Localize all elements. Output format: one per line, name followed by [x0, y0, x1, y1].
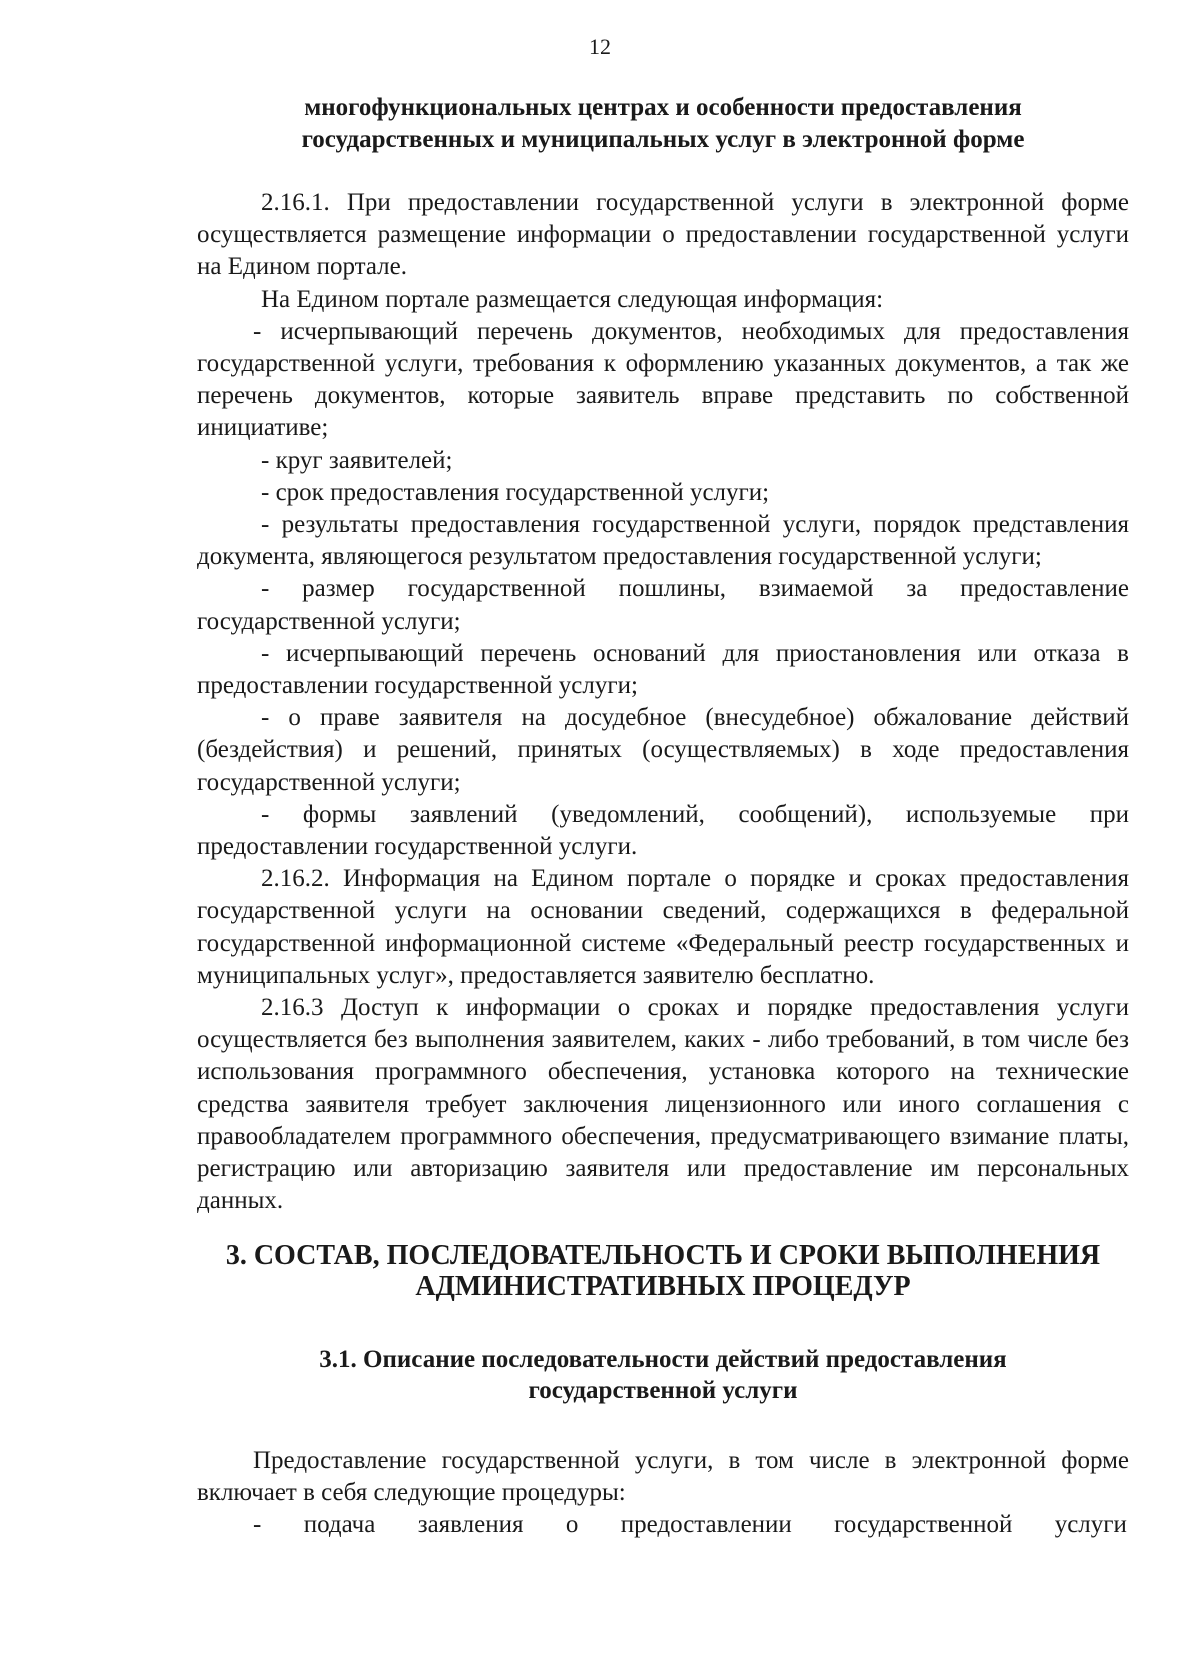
- paragraph-2-16-3: 2.16.3 Доступ к информации о сроках и порядке предоставления услуги осуществляется без выполнения заявителем, каких - либо требований, в том числе без использования программного обеспечения, установка которого на технические средства заявителя требует заключения лицензионного или иного соглашения с правообладателем программного обеспечения, предусматривающего взимание платы, регистрацию или авторизацию заявителя или предоставление им персональных данных.: [197, 994, 1129, 1215]
- heading-line: многофункциональных центрах и особенности предоставления: [304, 94, 1022, 121]
- section-heading-3: [197, 1240, 1129, 1302]
- paragraph-2-16-2: 2.16.2. Информация на Едином портале о порядке и сроках предоставления государственной услуги на основании сведений, содержащихся в федеральной государственной информационной системе «Федеральный реестр государственных и муниципальных услуг», предоставляется заявителю бесплатно.: [197, 865, 1129, 989]
- heading-line: 3.1. Описание последовательности действий предоставления: [319, 1345, 1007, 1373]
- word: -: [253, 1510, 262, 1538]
- paragraph-portal-info-intro: На Едином портале размещается следующая информация:: [261, 285, 884, 313]
- list-item-state-fee: - размер государственной пошлины, взимаемой за предоставление государственной услуги;: [197, 575, 1129, 635]
- word: предоставлении: [620, 1510, 792, 1538]
- list-item-service-term: - срок предоставления государственной услуги;: [261, 478, 770, 506]
- document-body: [197, 92, 1129, 1541]
- list-item-application-forms: - формы заявлений (уведомлений, сообщений), используемые при предоставлении государственной услуги.: [197, 800, 1129, 861]
- list-item-appeal-right: - о праве заявителя на досудебное (внесудебное) обжалование действий (бездействия) и решений, принятых (осуществляемых) в ходе предоставления государственной услуги;: [197, 704, 1129, 796]
- word: заявления: [417, 1510, 524, 1538]
- word: государственной: [834, 1510, 1013, 1538]
- heading-line: государственных и муниципальных услуг в электронной форме: [301, 126, 1025, 153]
- list-item-service-results: - результаты предоставления государственной услуги, порядок представления документа, являющегося результатом предоставления государственной услуги;: [197, 511, 1129, 571]
- list-item-document-list: - исчерпывающий перечень документов, необходимых для предоставления государственной услуги, требования к оформлению указанных документов, а так же перечень документов, которые заявитель вправе представить по собственной инициативе;: [197, 317, 1129, 442]
- heading-line: 3. СОСТАВ, ПОСЛЕДОВАТЕЛЬНОСТЬ И СРОКИ ВЫПОЛНЕНИЯ: [225, 1239, 1101, 1271]
- heading-line: АДМИНИСТРАТИВНЫХ ПРОЦЕДУР: [415, 1270, 911, 1302]
- page-number: 12: [589, 34, 611, 59]
- paragraph-procedures-intro: Предоставление государственной услуги, в том числе в электронной форме включает в себя следующие процедуры:: [197, 1446, 1129, 1506]
- word: услуги: [1054, 1510, 1127, 1538]
- list-item-application-submission: [197, 1509, 1129, 1541]
- word: подача: [303, 1510, 376, 1538]
- subsection-heading-3-1: [197, 1344, 1129, 1406]
- section-heading-2-16: [197, 92, 1129, 156]
- paragraph-2-16-1: 2.16.1. При предоставлении государственной услуги в электронной форме осуществляется размещение информации о предоставлении государственной услуги на Едином портале.: [197, 189, 1129, 281]
- list-item-applicants: - круг заявителей;: [261, 446, 453, 474]
- heading-line: государственной услуги: [528, 1376, 798, 1404]
- word: о: [565, 1510, 579, 1538]
- list-item-refusal-grounds: - исчерпывающий перечень оснований для приостановления или отказа в предоставлении государственной услуги;: [197, 639, 1129, 700]
